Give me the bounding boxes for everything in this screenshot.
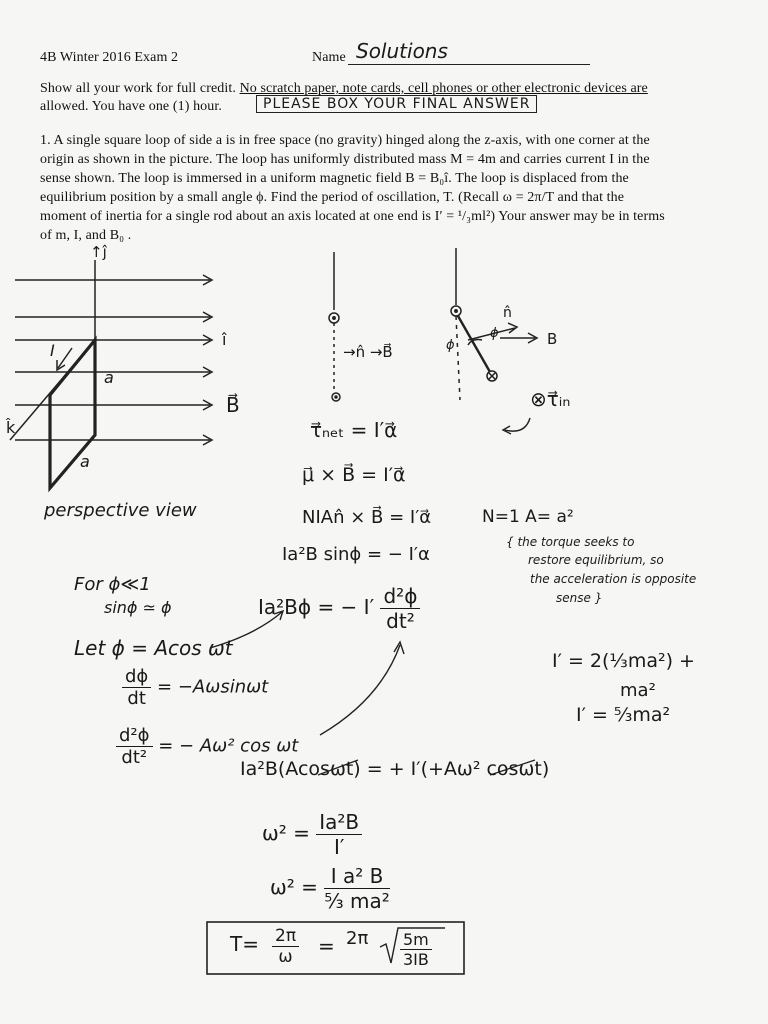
torque-note-1: { the torque seeks to: [506, 535, 635, 549]
eq-mu-cross-b: μ⃗ × B⃗ = I′α⃗: [302, 464, 406, 486]
final-root: [400, 930, 432, 969]
eq-nia: NIAn̂ × B⃗ = I′α⃗: [302, 507, 432, 528]
problem-line-4: equilibrium position by a small angle ϕ. Find the period of oscillation, T. (Recall ω = 2π/T and that the: [40, 190, 625, 205]
eq-small-angle-den: dt²: [386, 609, 415, 633]
instructions-line1a: Show all your work for full credit.: [40, 81, 236, 96]
eq-small-angle: [258, 584, 420, 633]
second-derivative-rhs: = − Aω² cos ωt: [158, 735, 299, 757]
omega-sq-2-lhs: ω² =: [270, 875, 318, 899]
final-t-label: T=: [230, 932, 259, 956]
torque-note-2: restore equilibrium, so: [528, 553, 664, 567]
final-root-num: 5m: [400, 930, 432, 950]
first-derivative: [122, 666, 268, 709]
side-a-label-2: a: [80, 452, 90, 471]
omega-sq-1: [262, 810, 362, 859]
let-phi: Let ϕ = Acos ωt: [74, 636, 233, 660]
eq-torque-net: τ⃗ₙₑₜ = I′α⃗: [310, 418, 398, 442]
first-derivative-fraction: [122, 666, 151, 709]
omega-sq-1-fraction: [316, 810, 362, 859]
problem-line-3: sense shown. The loop is immersed in a uniform magnetic field B = B₀î. The loop is displaced from the: [40, 171, 629, 186]
eq-small-angle-num: d²ϕ: [380, 584, 420, 609]
second-derivative-fraction: [116, 725, 153, 768]
j-axis-label: ↑ĵ: [90, 243, 107, 261]
final-fraction: [272, 926, 299, 967]
boxed-instruction: PLEASE BOX YOUR FINAL ANSWER: [256, 95, 537, 113]
problem-line-5: moment of inertia for a single rod about an axis located at one end is I′ = ¹/₃ml²) Your answer may be in terms: [40, 209, 665, 224]
final-fraction-den: ω: [278, 947, 293, 967]
side-view-normal-label: →n̂ →B⃗: [343, 343, 393, 361]
eq-torque-sin: Ia²B sinϕ = − I′α: [282, 544, 430, 565]
problem-line-2: origin as shown in the picture. The loop has uniformly distributed mass M = 4m and carries current I in the: [40, 152, 650, 167]
final-2pi: 2π: [346, 928, 369, 949]
perspective-caption: perspective view: [44, 500, 197, 521]
problem-line-6: of m, I, and B₀ .: [40, 228, 132, 243]
eq-small-angle-fraction: [380, 584, 420, 633]
k-axis-label: k̂: [6, 418, 16, 437]
b-field-label: B⃗: [226, 393, 240, 417]
name-value: Solutions: [356, 39, 448, 63]
side-view2-phi-angle: ϕ: [446, 338, 455, 353]
final-root-fraction: [400, 930, 432, 969]
inertia-line-1: I′ = 2(⅓ma²) +: [552, 650, 695, 672]
i-axis-label: î: [222, 330, 227, 349]
side-view2-phi-upper: ϕ: [490, 326, 499, 341]
problem-line-1: 1. A single square loop of side a is in free space (no gravity) hinged along the z-axis, with one corner at the: [40, 133, 650, 148]
second-derivative-num: d²ϕ: [116, 725, 153, 747]
omega-sq-2: [270, 864, 390, 913]
current-label: I: [50, 341, 55, 360]
instructions-line1b: No scratch paper, note cards, cell phones or other electronic devices are: [239, 81, 648, 96]
omega-sq-2-den: ⁵⁄₃ ma²: [324, 889, 390, 913]
name-label: Name: [312, 50, 346, 65]
omega-sq-1-num: Ia²B: [316, 810, 362, 835]
first-derivative-num: dϕ: [122, 666, 151, 688]
eq-substitution: Ia²B(Acosωt) = + I′(+Aω² cosωt): [240, 758, 550, 780]
final-fraction-inner: [272, 926, 299, 967]
eq-nia-note: N=1 A= a²: [482, 507, 574, 527]
omega-sq-2-num: I a² B: [324, 864, 390, 889]
instructions-line2: allowed. You have one (1) hour.: [40, 99, 222, 114]
side-a-label-1: a: [104, 368, 114, 387]
omega-sq-2-fraction: [324, 864, 390, 913]
eq-small-angle-lhs: Ia²Bϕ = − I′: [258, 595, 375, 619]
final-root-den: 3IB: [402, 950, 429, 969]
small-angle-2: sinϕ ≃ ϕ: [104, 598, 172, 617]
omega-sq-1-den: I′: [333, 835, 345, 859]
tau-in-label: ⊗τ⃗ᵢₙ: [530, 387, 571, 411]
side-view2-normal-label: n̂: [503, 305, 512, 321]
torque-note-3: the acceleration is opposite: [530, 572, 697, 586]
inertia-line-3: I′ = ⁵⁄₃ma²: [576, 704, 671, 726]
final-fraction-num: 2π: [272, 926, 299, 947]
side-view2-b-label: B: [547, 330, 558, 348]
second-derivative-den: dt²: [121, 747, 148, 768]
small-angle-1: For ϕ≪1: [74, 574, 151, 595]
torque-note-4: sense }: [556, 591, 603, 605]
omega-sq-1-lhs: ω² =: [262, 821, 310, 845]
first-derivative-den: dt: [127, 688, 146, 709]
course-title: 4B Winter 2016 Exam 2: [40, 50, 179, 65]
first-derivative-rhs: = −Aωsinωt: [157, 676, 269, 698]
inertia-line-2: ma²: [620, 680, 656, 701]
final-equals: =: [318, 934, 335, 958]
